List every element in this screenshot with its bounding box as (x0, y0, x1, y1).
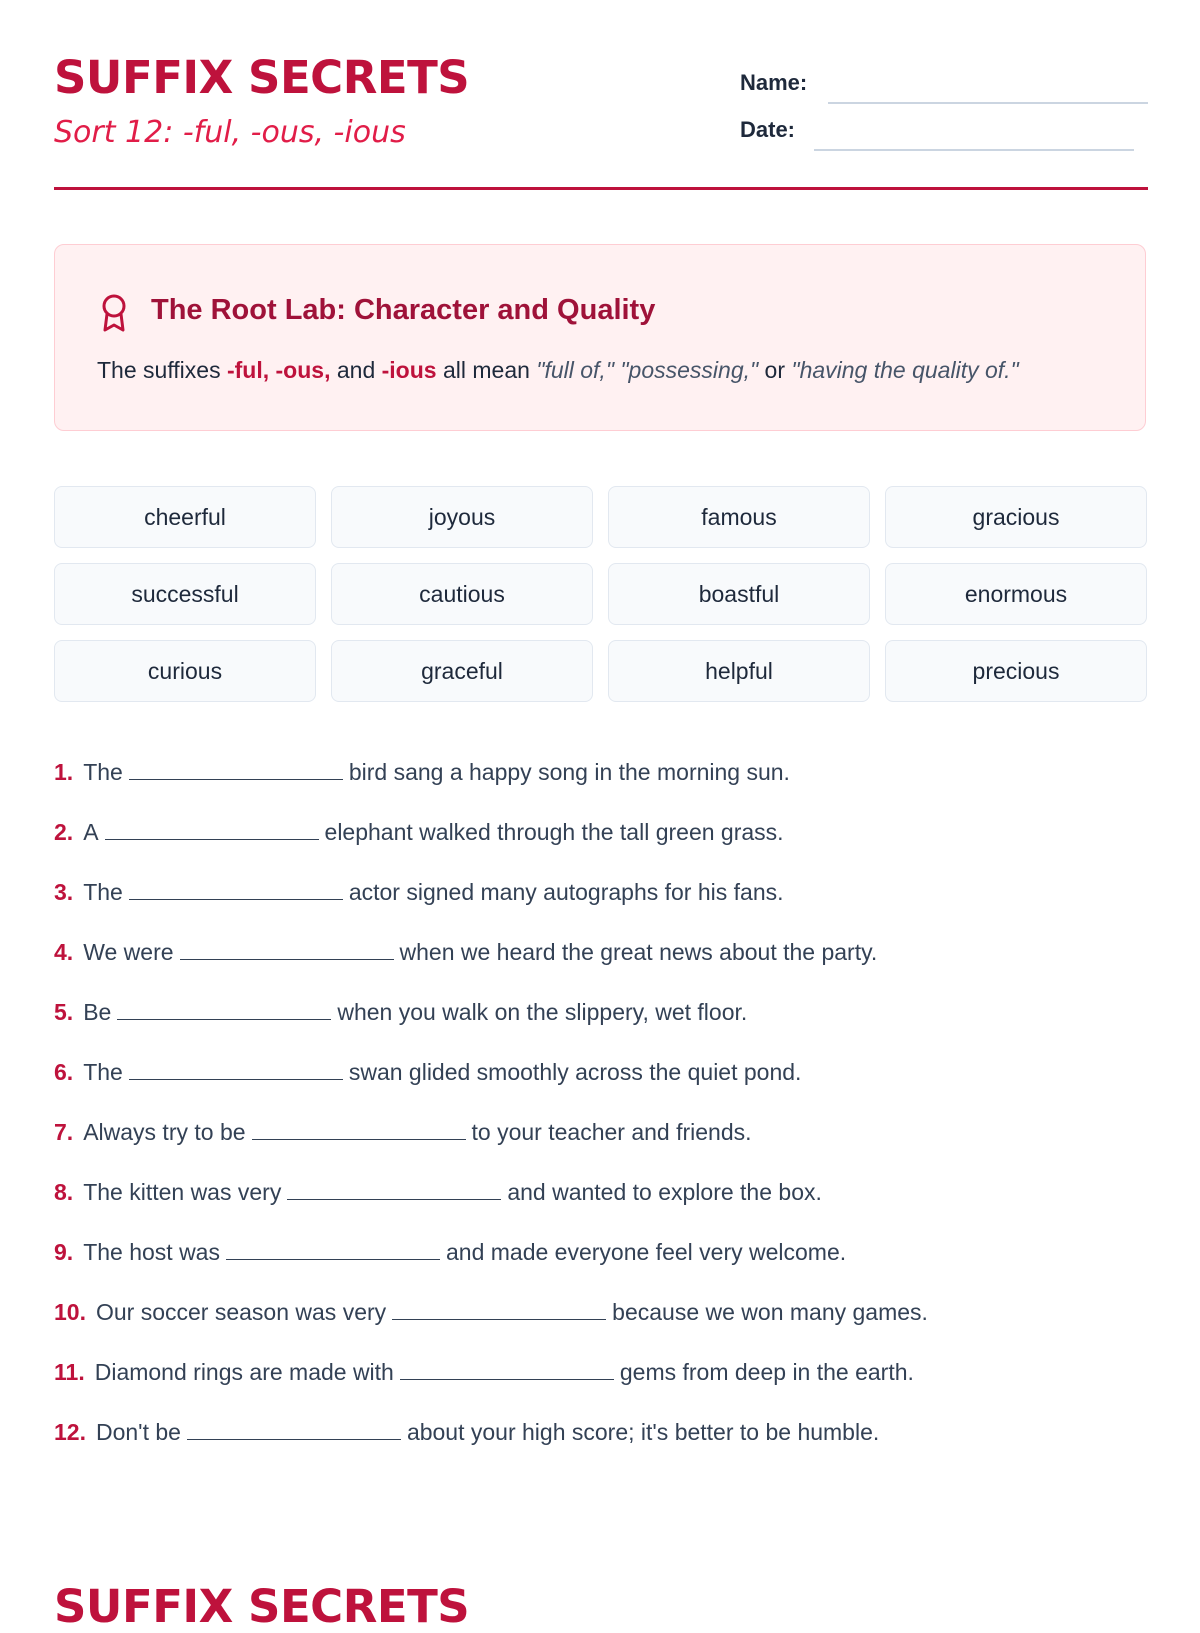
page-title: SUFFIX SECRETS (54, 51, 470, 104)
word-card: cautious (331, 563, 593, 625)
sentence-number: 9. (54, 1239, 74, 1265)
header-divider (54, 187, 1148, 190)
sentence-text-before: The host was (83, 1239, 220, 1265)
sentence-item (54, 1356, 1148, 1416)
sentence-item (54, 1416, 1148, 1476)
answer-blank[interactable] (129, 1057, 343, 1080)
sentence-text-after: swan glided smoothly across the quiet pond. (348, 1059, 802, 1085)
word-card: graceful (331, 640, 593, 702)
sentence-text-after: elephant walked through the tall green grass. (324, 819, 784, 845)
word-bank (54, 486, 1148, 702)
suffix-highlight: -ious (381, 357, 437, 383)
answer-blank[interactable] (226, 1237, 440, 1260)
sentence-number: 2. (54, 819, 74, 845)
sentence-text-before: The (83, 1059, 123, 1085)
sentence-text-after: actor signed many autographs for his fans. (348, 879, 784, 905)
sentence-text-after: and wanted to explore the box. (507, 1179, 822, 1205)
sentence-text-after: to your teacher and friends. (471, 1119, 752, 1145)
answer-blank[interactable] (252, 1117, 466, 1140)
sentence-text-after: and made everyone feel very welcome. (445, 1239, 847, 1265)
date-field (740, 117, 795, 143)
name-field (740, 70, 807, 96)
name-blank-line (828, 102, 1148, 104)
worksheet-page (54, 0, 1148, 1445)
meaning-quote: "full of," "possessing," (536, 357, 759, 383)
answer-blank[interactable] (392, 1297, 606, 1320)
sentence-text-before: Our soccer season was very (95, 1299, 387, 1325)
sentence-text-before: Always try to be (83, 1119, 246, 1145)
description-text: The suffixes (97, 357, 227, 383)
sentence-item (54, 1296, 1148, 1356)
date-label: Date: (740, 117, 796, 142)
word-card: famous (608, 486, 870, 548)
answer-blank[interactable] (129, 757, 343, 780)
sentence-number: 4. (54, 939, 74, 965)
root-lab-title: The Root Lab: Character and Quality (151, 294, 656, 326)
word-card: enormous (885, 563, 1147, 625)
sentence-number: 3. (54, 879, 74, 905)
answer-blank[interactable] (129, 877, 343, 900)
sentence-text-after: gems from deep in the earth. (619, 1359, 914, 1385)
answer-blank[interactable] (117, 997, 331, 1020)
sentence-number: 5. (54, 999, 74, 1025)
word-card: precious (885, 640, 1147, 702)
sentence-text-before: Don't be (95, 1419, 181, 1445)
ribbon-award-icon (99, 293, 129, 333)
sentence-text-after: when you walk on the slippery, wet floor. (337, 999, 748, 1025)
sentence-number: 8. (54, 1179, 74, 1205)
sentence-item (54, 756, 1148, 816)
worksheet-header (54, 0, 1148, 190)
sentence-number: 10. (54, 1299, 86, 1325)
sentence-item (54, 1176, 1148, 1236)
word-card: successful (54, 563, 316, 625)
sentence-item (54, 876, 1148, 936)
meaning-quote: "having the quality of." (791, 357, 1019, 383)
answer-blank[interactable] (105, 817, 319, 840)
answer-blank[interactable] (180, 937, 394, 960)
sentence-item (54, 1056, 1148, 1116)
sentence-number: 12. (54, 1419, 86, 1445)
answer-blank[interactable] (400, 1357, 614, 1380)
sentence-number: 1. (54, 759, 74, 785)
description-text: and (330, 357, 382, 383)
word-card: boastful (608, 563, 870, 625)
page-subtitle: Sort 12: -ful, -ous, -ious (54, 115, 406, 150)
sentence-text-before: We were (83, 939, 174, 965)
sentence-number: 11. (54, 1359, 85, 1385)
sentence-text-after: about your high score; it's better to be humble. (406, 1419, 880, 1445)
sentence-text-before: Be (83, 999, 112, 1025)
sentence-item (54, 1116, 1148, 1176)
sentence-list (54, 756, 1148, 1476)
sentence-text-before: The (83, 879, 123, 905)
sentence-text-after: when we heard the great news about the party. (399, 939, 878, 965)
answer-blank[interactable] (287, 1177, 501, 1200)
root-lab-panel (54, 244, 1146, 431)
sentence-text-before: A (83, 819, 99, 845)
suffix-highlight: -ful, -ous, (226, 357, 331, 383)
sentence-text-after: bird sang a happy song in the morning sun. (348, 759, 790, 785)
sentence-item (54, 816, 1148, 876)
sentence-text-before: The (83, 759, 123, 785)
description-text: or (758, 357, 792, 383)
description-text: all mean (436, 357, 537, 383)
word-card: curious (54, 640, 316, 702)
sentence-item (54, 1236, 1148, 1296)
word-card: gracious (885, 486, 1147, 548)
sentence-item (54, 936, 1148, 996)
date-blank-line (814, 149, 1134, 151)
next-page-title: SUFFIX SECRETS (54, 1580, 470, 1633)
sentence-text-before: The kitten was very (83, 1179, 282, 1205)
sentence-item (54, 996, 1148, 1056)
sentence-number: 6. (54, 1059, 74, 1085)
root-lab-description (97, 357, 1019, 384)
word-card: helpful (608, 640, 870, 702)
word-card: cheerful (54, 486, 316, 548)
sentence-number: 7. (54, 1119, 74, 1145)
sentence-text-before: Diamond rings are made with (94, 1359, 394, 1385)
answer-blank[interactable] (187, 1417, 401, 1440)
name-label: Name: (740, 70, 808, 95)
word-card: joyous (331, 486, 593, 548)
sentence-text-after: because we won many games. (612, 1299, 928, 1325)
